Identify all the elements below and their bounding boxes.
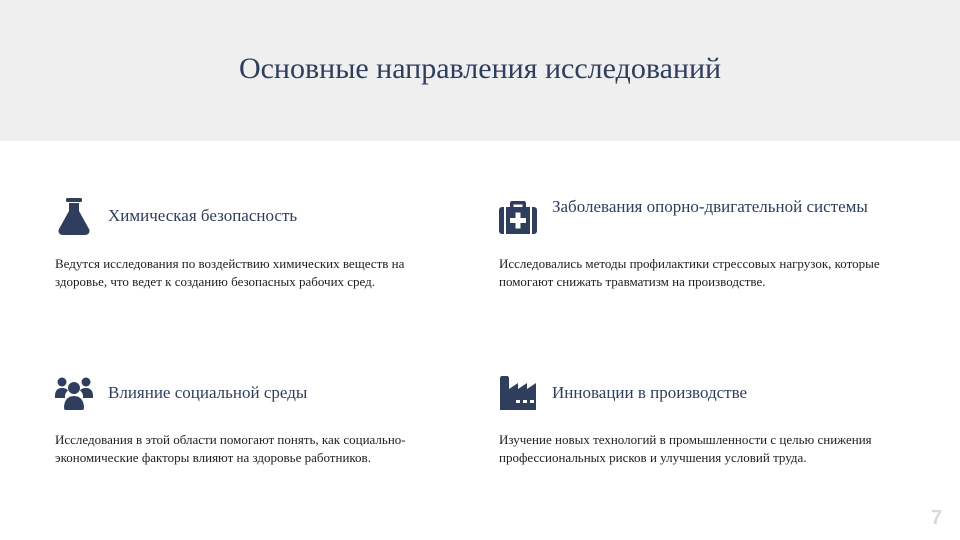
page-number: 7 bbox=[930, 507, 942, 529]
medical-kit-icon bbox=[499, 197, 537, 235]
card-musculoskeletal bbox=[499, 197, 899, 297]
card-title: Заболевания опорно-двигательной системы bbox=[552, 197, 868, 216]
people-group-icon bbox=[55, 374, 93, 412]
card-text: Исследования в этой области помогают понять, как социально-экономические факторы влияют на здоровье работников. bbox=[55, 432, 406, 465]
card-text: Изучение новых технологий в промышленности с целью снижения профессиональных рисков и улучшения условий труда. bbox=[499, 432, 872, 465]
card-title: Влияние социальной среды bbox=[108, 383, 308, 402]
card-text: Ведутся исследования по воздействию химических веществ на здоровье, что ведет к созданию безопасных рабочих сред. bbox=[55, 256, 405, 289]
card-innovations bbox=[499, 374, 899, 494]
header-band bbox=[0, 0, 960, 141]
card-social-environment bbox=[55, 374, 455, 494]
flask-icon bbox=[55, 197, 93, 235]
card-chemical-safety bbox=[55, 197, 455, 297]
card-title: Инновации в производстве bbox=[552, 383, 748, 402]
card-title: Химическая безопасность bbox=[108, 206, 298, 225]
page-title: Основные направления исследований bbox=[238, 52, 722, 85]
card-text: Исследовались методы профилактики стрессовых нагрузок, которые помогают снижать травматизм на производстве. bbox=[499, 256, 880, 289]
factory-icon bbox=[499, 374, 537, 412]
